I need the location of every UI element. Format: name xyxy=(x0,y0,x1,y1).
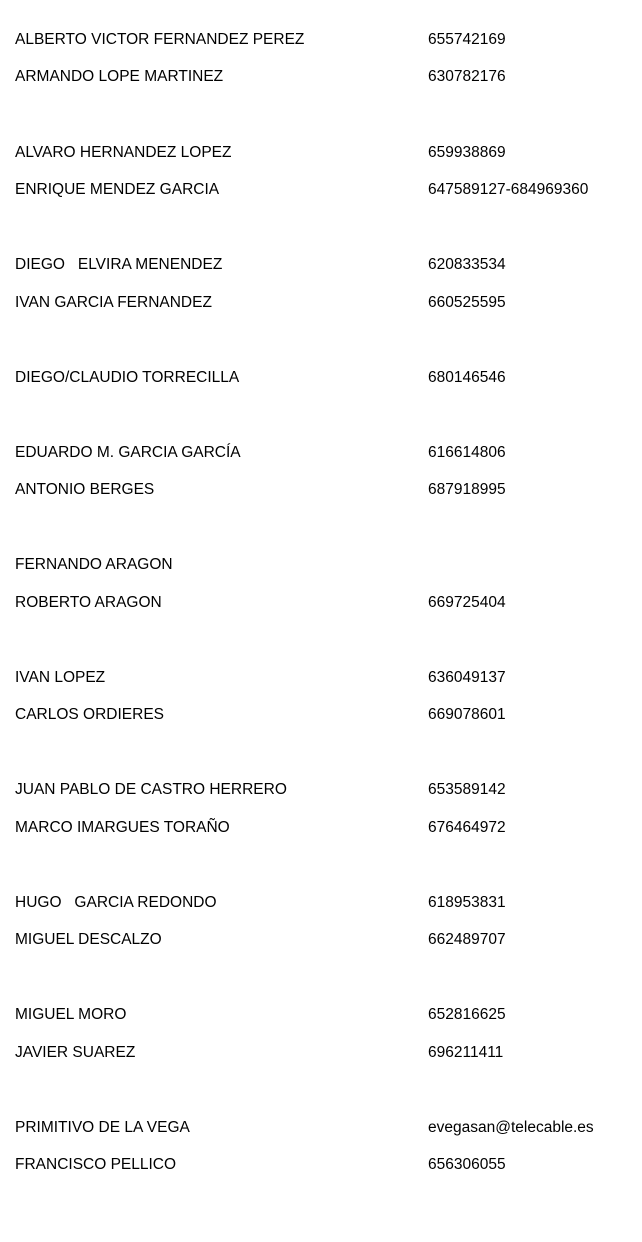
contact-phone: 659938869 xyxy=(428,144,506,161)
contact-name: ALVARO HERNANDEZ LOPEZ xyxy=(15,144,232,161)
contact-row xyxy=(0,554,642,576)
contact-phone: 676464972 xyxy=(428,819,506,836)
contact-row xyxy=(0,367,642,389)
contact-name: HUGO GARCIA REDONDO xyxy=(15,894,217,911)
contact-phone: 636049137 xyxy=(428,669,506,686)
contact-phone: 669725404 xyxy=(428,594,506,611)
contact-name: EDUARDO M. GARCIA GARCÍA xyxy=(15,444,241,461)
contact-name: DIEGO ELVIRA MENENDEZ xyxy=(15,256,223,273)
contact-name: IVAN GARCIA FERNANDEZ xyxy=(15,294,212,311)
contact-phone: 662489707 xyxy=(428,931,506,948)
contact-row xyxy=(0,179,642,201)
contact-row xyxy=(0,292,642,314)
contact-name: ENRIQUE MENDEZ GARCIA xyxy=(15,181,220,198)
contact-email: evegasan@telecable.es xyxy=(428,1119,594,1136)
contact-name: DIEGO/CLAUDIO TORRECILLA xyxy=(15,369,240,386)
contact-name: ARMANDO LOPE MARTINEZ xyxy=(15,68,224,85)
contact-name: FRANCISCO PELLICO xyxy=(15,1156,177,1173)
contact-name: MARCO IMARGUES TORAÑO xyxy=(15,819,230,836)
contact-name: ROBERTO ARAGON xyxy=(15,594,162,611)
contact-row xyxy=(0,779,642,801)
contact-name: PRIMITIVO DE LA VEGA xyxy=(15,1119,190,1136)
contact-phone: 618953831 xyxy=(428,894,506,911)
contact-phone: 680146546 xyxy=(428,369,506,386)
contact-name: MIGUEL MORO xyxy=(15,1006,127,1023)
contact-name: FERNANDO ARAGON xyxy=(15,556,173,573)
contact-row xyxy=(0,704,642,726)
contact-row xyxy=(0,479,642,501)
contact-row xyxy=(0,667,642,689)
contact-row xyxy=(0,1117,642,1139)
contact-phone: 696211411 xyxy=(428,1044,504,1061)
contact-name: IVAN LOPEZ xyxy=(15,669,106,686)
contact-row xyxy=(0,29,642,51)
contact-row xyxy=(0,142,642,164)
contact-name: ANTONIO BERGES xyxy=(15,481,155,498)
contact-row xyxy=(0,1042,642,1064)
contact-name: JAVIER SUAREZ xyxy=(15,1044,136,1061)
contact-row xyxy=(0,1004,642,1026)
contact-phone: 655742169 xyxy=(428,31,506,48)
contact-row xyxy=(0,1154,642,1176)
contact-phone: 656306055 xyxy=(428,1156,506,1173)
contact-phone: 647589127-684969360 xyxy=(428,181,589,198)
contact-name: MIGUEL DESCALZO xyxy=(15,931,162,948)
contact-phone: 630782176 xyxy=(428,68,506,85)
contact-row xyxy=(0,892,642,914)
contact-row xyxy=(0,254,642,276)
contact-phone: 660525595 xyxy=(428,294,506,311)
contact-phone: 687918995 xyxy=(428,481,506,498)
contact-phone: 669078601 xyxy=(428,706,506,723)
contact-phone: 652816625 xyxy=(428,1006,506,1023)
contact-row xyxy=(0,442,642,464)
contact-phone: 653589142 xyxy=(428,781,506,798)
contact-row xyxy=(0,592,642,614)
contact-name: JUAN PABLO DE CASTRO HERRERO xyxy=(15,781,287,798)
contact-row xyxy=(0,66,642,88)
contact-row xyxy=(0,929,642,951)
contact-name: CARLOS ORDIERES xyxy=(15,706,165,723)
contact-phone: 616614806 xyxy=(428,444,506,461)
contact-name: ALBERTO VICTOR FERNANDEZ PEREZ xyxy=(15,31,305,48)
contact-phone: 620833534 xyxy=(428,256,506,273)
contact-row xyxy=(0,817,642,839)
